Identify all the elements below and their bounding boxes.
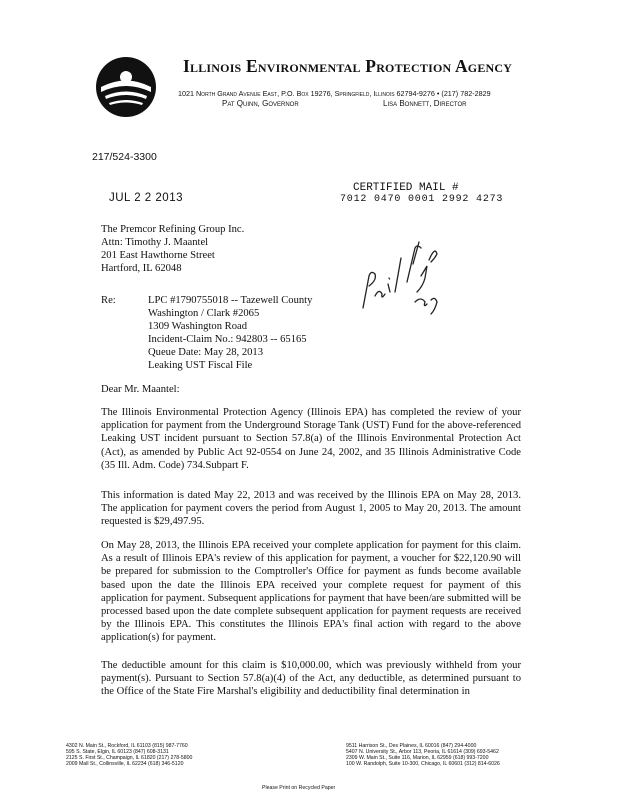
re-line-6: Leaking UST Fiscal File — [148, 360, 253, 371]
re-line-5: Queue Date: May 28, 2013 — [148, 347, 264, 358]
certified-mail-number: 7012 0470 0001 2992 4273 — [340, 194, 504, 205]
footer-right-address-2: 5407 N. University St., Arbor 113, Peoria, IL 61614 (309) 693-5462 — [346, 749, 499, 755]
paragraph-4: The deductible amount for this claim is $10,000.00, which was previously withheld from your payment(s). Pursuant to Section 57.8(a)(4) of the Act, any deductible, as determined pursuant to the Office of the State Fire Marshal's eligibility and deductibility final determination in — [101, 660, 521, 698]
footer-left-address-2: 595 S. State, Elgin, IL 60123 (847) 608-3131 — [66, 749, 169, 755]
paragraph-1: The Illinois Environmental Protection Agency (Illinois EPA) has completed the review of your application for payment from the Underground Storage Tank (UST) Fund for the above-referenced Leaking UST incident pursuant to Section 57.8(a) of the Illinois Environmental Protection Act (Act), as amended by Public Act 92-0554 on June 24, 2002, and 35 Illinois Administrative Code (35 Ill. Adm. Code) 734.Subpart F. — [101, 407, 521, 471]
re-line-4: Incident-Claim No.: 942803 -- 65165 — [148, 334, 307, 345]
paragraph-3: On May 28, 2013, the Illinois EPA received your complete application for payment for this claim. As a result of Illinois EPA's review of this application for payment, a voucher for $22,120.90 will be prepared for submission to the Comptroller's Office for payment as funds become available based upon the date the Illinois EPA received your complete request for payment of this application for payment. Subsequent applications for payment that have been/are submitted will be processed based upon the date complete subsequent application for payment requests are received by the Illinois EPA. This constitutes the Illinois EPA's final action with regard to the above application(s) for payment. — [101, 540, 521, 644]
recipient-line-1: The Premcor Refining Group Inc. — [101, 224, 245, 235]
re-label: Re: — [101, 295, 116, 306]
footer-right-address-3: 2309 W. Main St., Suite 116, Marion, IL 62959 (618) 993-7200 — [346, 755, 489, 761]
paragraph-2: This information is dated May 22, 2013 and was received by the Illinois EPA on May 28, 2013. The application for payment covers the period from August 1, 2005 to May 20, 2013. The amount requested is $29,497.95. — [101, 490, 521, 528]
letter-date: JUL 2 2 2013 — [109, 192, 183, 204]
recycled-paper-note: Please Print on Recycled Paper — [262, 785, 336, 791]
handwritten-paid-note — [355, 236, 447, 318]
re-line-1: LPC #1790755018 -- Tazewell County — [148, 295, 313, 306]
footer-left-address-4: 2009 Mall St., Collinsville, IL 62234 (618) 346-5120 — [66, 761, 184, 767]
recipient-line-4: Hartford, IL 62048 — [101, 263, 182, 274]
footer-right-address-1: 9511 Harrison St., Des Plaines, IL 60016 (847) 294-4000 — [346, 743, 477, 749]
footer-left-address-1: 4302 N. Main St., Rockford, IL 61103 (815) 987-7760 — [66, 743, 188, 749]
footer-left-address-3: 2125 S. First St., Champaign, IL 61820 (217) 278-5800 — [66, 755, 193, 761]
salutation: Dear Mr. Maantel: — [101, 384, 180, 395]
agency-address: 1021 North Grand Avenue East, P.O. Box 19276, Springfield, Illinois 62794-9276 • (217) 782-2829 — [178, 89, 491, 98]
re-line-2: Washington / Clark #2065 — [148, 308, 260, 319]
agency-logo — [95, 56, 157, 118]
agency-name: Illinois Environmental Protection Agency — [183, 56, 513, 76]
governor-name: Pat Quinn, Governor — [222, 99, 299, 108]
re-line-3: 1309 Washington Road — [148, 321, 248, 332]
phone-number: 217/524-3300 — [92, 151, 157, 163]
certified-mail-label: CERTIFIED MAIL # — [353, 182, 459, 194]
director-name: Lisa Bonnett, Director — [383, 99, 467, 108]
recipient-line-3: 201 East Hawthorne Street — [101, 250, 215, 261]
footer-right-address-4: 100 W. Randolph, Suite 10-300, Chicago, IL 60601 (312) 814-6026 — [346, 761, 500, 767]
recipient-line-2: Attn: Timothy J. Maantel — [101, 237, 209, 248]
